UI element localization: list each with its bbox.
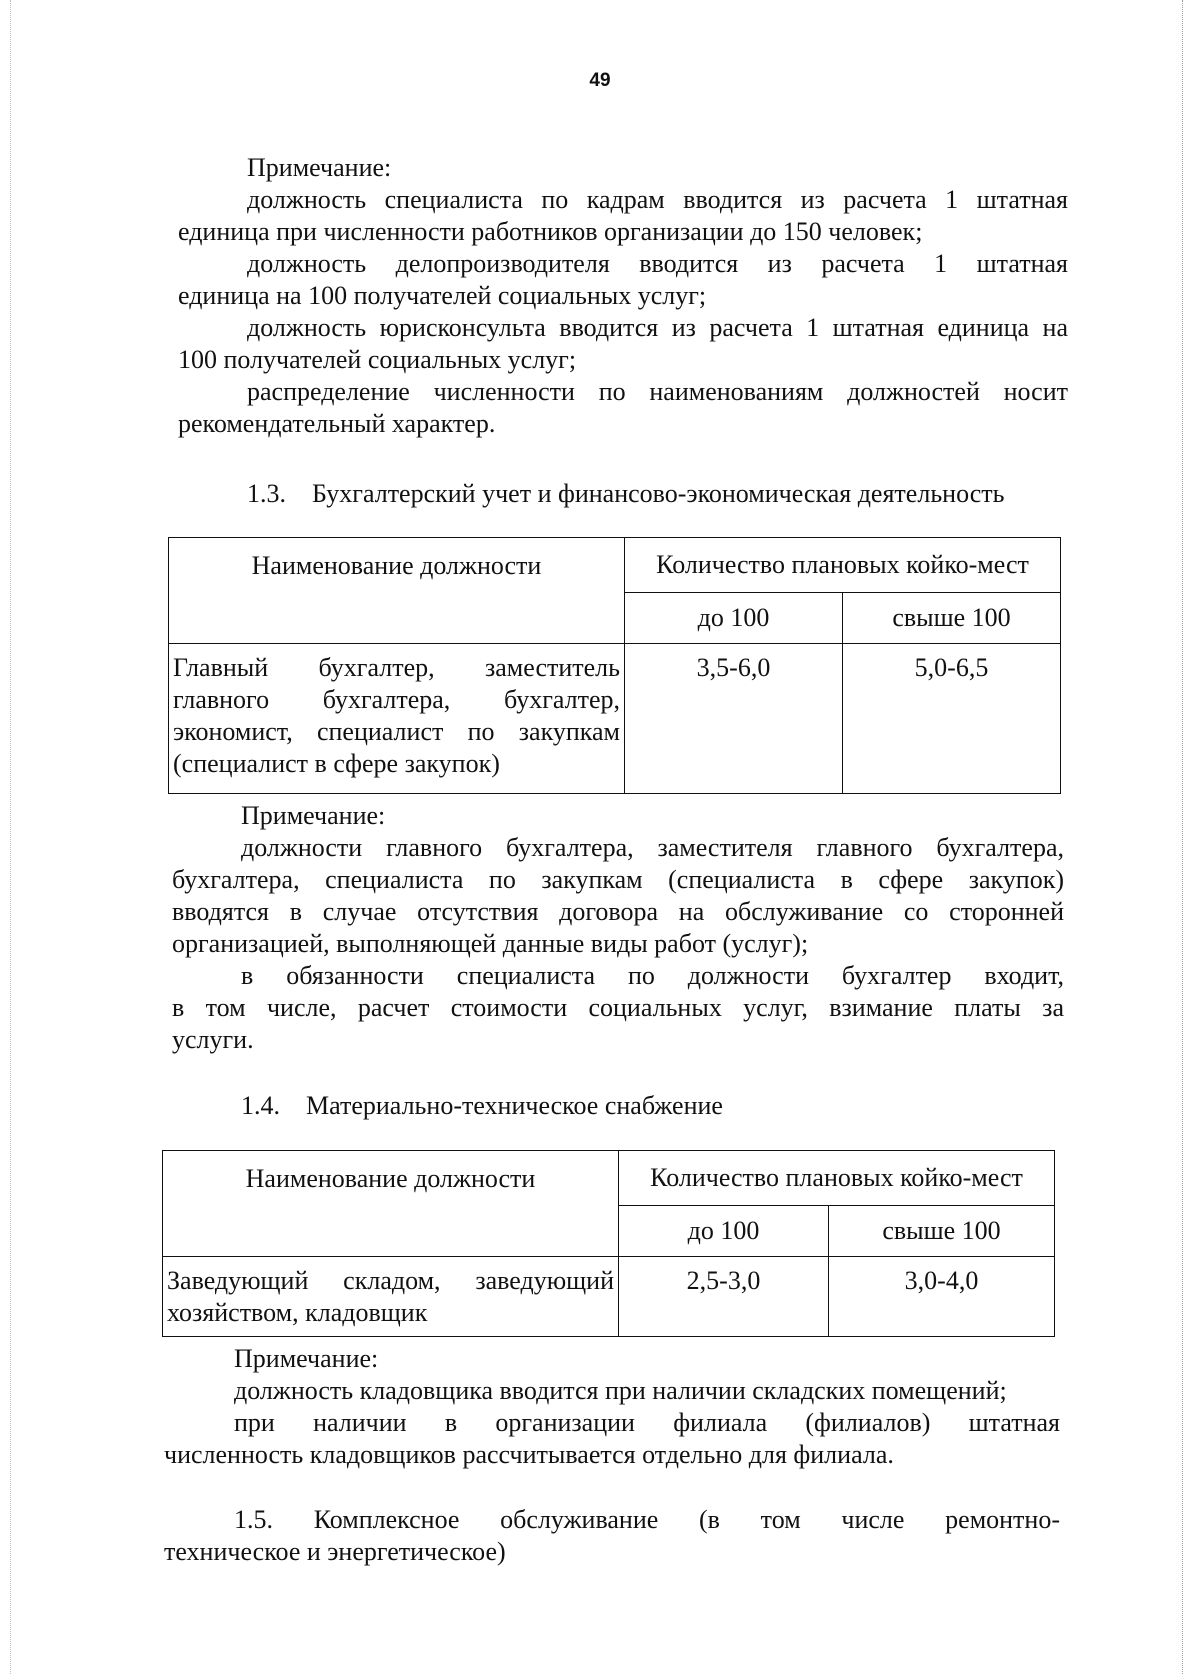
section-title-1-3: 1.3. Бухгалтерский учет и финансово-экономическая деятельность: [247, 479, 1005, 508]
page-number: 49: [589, 70, 611, 91]
note-heading: Примечание:: [241, 801, 386, 830]
note-heading: Примечание:: [247, 153, 392, 182]
note-line: единица на 100 получателей социальных услуг;: [178, 281, 707, 310]
position-cell: [169, 644, 625, 794]
staff-table-1-4: [162, 1150, 1055, 1337]
staff-table-1-3: [168, 537, 1061, 794]
note-line: в том числе, расчет стоимости социальных услуг, взимание платы за: [172, 993, 1064, 1022]
subheader-up-to-100: до 100: [619, 1206, 829, 1257]
scan-edge-right: [1182, 0, 1186, 1674]
value-up-to-100: 2,5-3,0: [619, 1257, 829, 1337]
note-line: должность специалиста по кадрам вводится из расчета 1 штатная: [247, 185, 1068, 214]
column-header-beds: Количество плановых койко-мест: [625, 538, 1061, 593]
note-line: единица при численности работников организации до 150 человек;: [178, 217, 923, 246]
note-line: распределение численности по наименованиям должностей носит: [247, 377, 1068, 406]
position-line: Главный бухгалтер, заместитель: [173, 653, 620, 682]
position-line: хозяйством, кладовщик: [167, 1298, 428, 1327]
column-header-position: Наименование должности: [169, 538, 625, 644]
note-line: должности главного бухгалтера, заместителя главного бухгалтера,: [241, 833, 1064, 862]
note-line: при наличии в организации филиала (филиалов) штатная: [234, 1408, 1060, 1437]
subheader-over-100: свыше 100: [843, 593, 1061, 644]
note-line: 100 получателей социальных услуг;: [178, 345, 577, 374]
subheader-over-100: свыше 100: [829, 1206, 1055, 1257]
column-header-position: Наименование должности: [163, 1151, 619, 1257]
section-title-1-4: 1.4. Материально-техническое снабжение: [241, 1091, 723, 1120]
note-heading: Примечание:: [234, 1344, 379, 1373]
note-line: рекомендательный характер.: [178, 409, 496, 438]
note-line: бухгалтера, специалиста по закупкам (специалиста в сфере закупок): [172, 865, 1064, 894]
note-line: должность кладовщика вводится при наличии складских помещений;: [234, 1376, 1007, 1405]
note-line: должность юрисконсульта вводится из расчета 1 штатная единица на: [247, 313, 1068, 342]
note-line: численность кладовщиков рассчитывается отдельно для филиала.: [164, 1440, 894, 1469]
section-title-1-5-cont: техническое и энергетическое): [164, 1537, 506, 1566]
subheader-up-to-100: до 100: [625, 593, 843, 644]
note-line: организацией, выполняющей данные виды работ (услуг);: [172, 929, 809, 958]
scan-edge-left: [10, 0, 13, 1674]
section-title-1-5: 1.5. Комплексное обслуживание (в том числе ремонтно-: [234, 1505, 1060, 1534]
position-line: главного бухгалтера, бухгалтер,: [173, 685, 620, 714]
column-header-beds: Количество плановых койко-мест: [619, 1151, 1055, 1206]
note-line: вводятся в случае отсутствия договора на обслуживание со сторонней: [172, 897, 1064, 926]
table-row: [163, 1257, 1055, 1337]
value-up-to-100: 3,5-6,0: [625, 644, 843, 794]
note-line: должность делопроизводителя вводится из расчета 1 штатная: [247, 249, 1068, 278]
note-line: услуги.: [172, 1025, 254, 1054]
note-line: в обязанности специалиста по должности бухгалтер входит,: [241, 961, 1064, 990]
table-row: [169, 644, 1061, 794]
value-over-100: 3,0-4,0: [829, 1257, 1055, 1337]
position-line: экономист, специалист по закупкам: [173, 717, 620, 746]
position-line: Заведующий складом, заведующий: [167, 1266, 614, 1295]
value-over-100: 5,0-6,5: [843, 644, 1061, 794]
position-line: (специалист в сфере закупок): [173, 749, 500, 778]
position-cell: [163, 1257, 619, 1337]
